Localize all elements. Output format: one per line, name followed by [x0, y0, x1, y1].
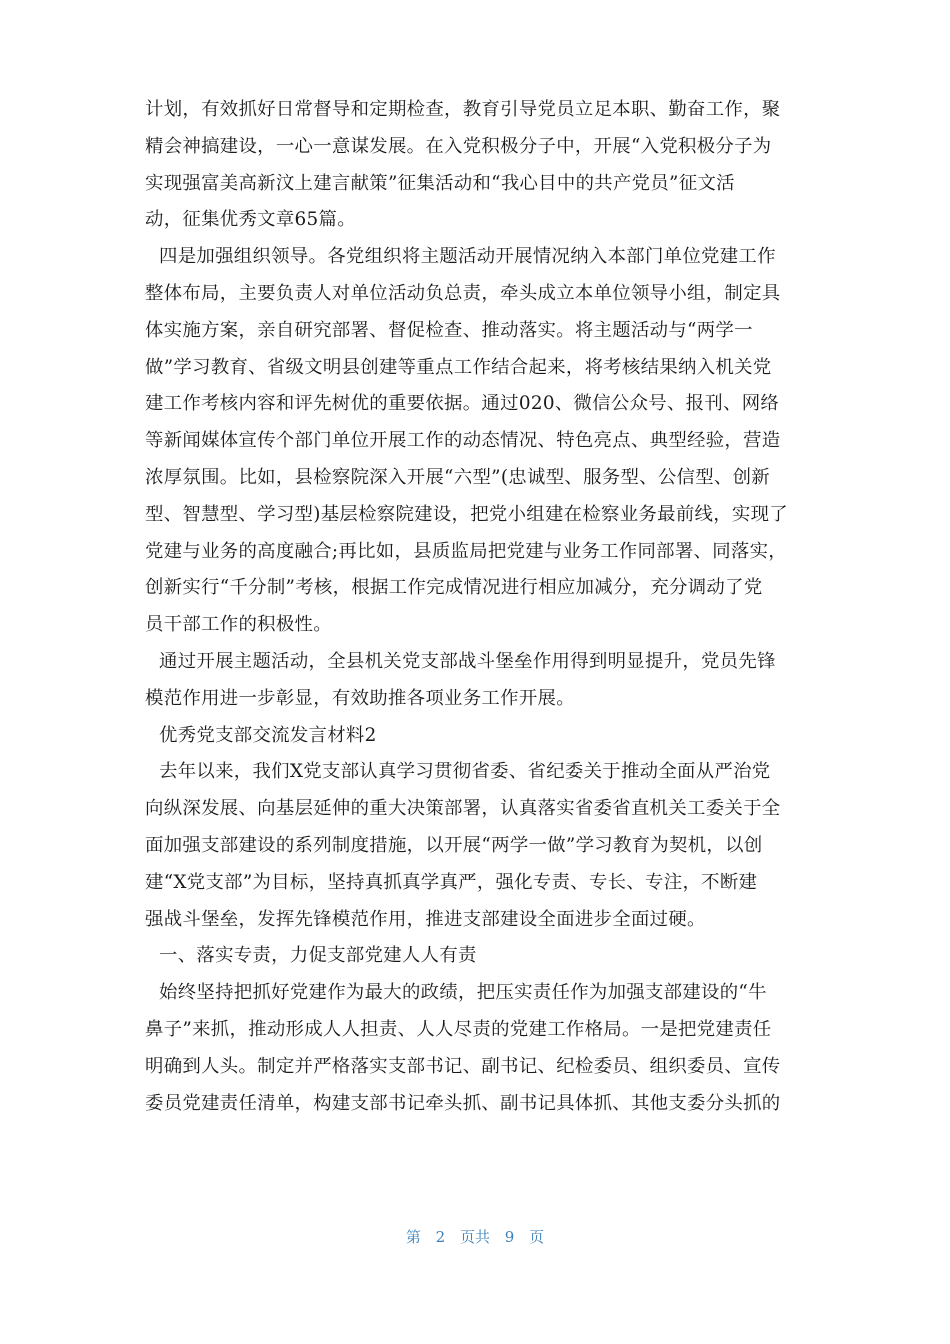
footer-page-number: 2 — [435, 1228, 446, 1246]
text-line: 员干部工作的积极性。 — [145, 614, 332, 636]
text-line: 型、智慧型、学习型)基层检察院建设，把党小组建在检察业务最前线，实现了 — [145, 503, 788, 525]
text-line: 强战斗堡垒，发挥先锋模范作用，推进支部建设全面进步全面过硬。 — [145, 908, 706, 930]
text-line: 实现强富美高新汶上建言献策”征集活动和“我心目中的共产党员”征文活 — [145, 172, 735, 194]
text-line: 模范作用进一步彰显，有效助推各项业务工作开展。 — [145, 687, 575, 709]
text-line: 建工作考核内容和评先树优的重要依据。通过020、微信公众号、报刊、网络 — [145, 393, 780, 415]
text-line: 一、落实专责，力促支部党建人人有责 — [159, 945, 477, 967]
footer-total-pages: 9 — [504, 1228, 515, 1246]
text-line: 明确到人头。制定并严格落实支部书记、副书记、纪检委员、组织委员、宣传 — [145, 1055, 781, 1077]
text-line: 去年以来，我们X党支部认真学习贯彻省委、省纪委关于推动全面从严治党 — [159, 761, 771, 783]
text-line: 等新闻媒体宣传个部门单位开展工作的动态情况、特色亮点、典型经验，营造 — [145, 430, 781, 452]
page-footer — [0, 1226, 950, 1247]
footer-suffix: 页 — [529, 1228, 545, 1246]
text-line: 优秀党支部交流发言材料2 — [159, 724, 377, 746]
document-body — [145, 92, 805, 1122]
text-line: 计划，有效抓好日常督导和定期检查，教育引导党员立足本职、勤奋工作，聚 — [145, 99, 781, 120]
text-line: 精会神搞建设，一心一意谋发展。在入党积极分子中，开展“入党积极分子为 — [145, 135, 772, 157]
text-line: 浓厚氛围。比如，县检察院深入开展“六型”(忠诚型、服务型、公信型、创新 — [145, 466, 770, 488]
footer-prefix: 第 — [405, 1228, 421, 1246]
text-line: 始终坚持把抓好党建作为最大的政绩，把压实责任作为加强支部建设的“牛 — [159, 982, 767, 1004]
text-line: 向纵深发展、向基层延伸的重大决策部署，认真落实省委省直机关工委关于全 — [145, 798, 781, 820]
text-line: 整体布局，主要负责人对单位活动负总责，牵头成立本单位领导小组，制定具 — [145, 282, 781, 304]
text-line: 体实施方案，亲自研究部署、督促检查、推动落实。将主题活动与“两学一 — [145, 319, 753, 341]
text-line: 鼻子”来抓，推动形成人人担责、人人尽责的党建工作格局。一是把党建责任 — [145, 1018, 772, 1040]
text-line: 通过开展主题活动，全县机关党支部战斗堡垒作用得到明显提升，党员先锋 — [159, 650, 776, 672]
text-line: 面加强支部建设的系列制度措施，以开展“两学一做”学习教育为契机，以创 — [145, 834, 763, 856]
text-line: 党建与业务的高度融合;再比如，县质监局把党建与业务工作同部署、同落实， — [145, 540, 787, 562]
text-line: 四是加强组织领导。各党组织将主题活动开展情况纳入本部门单位党建工作 — [159, 246, 776, 268]
footer-middle: 页共 — [459, 1228, 490, 1246]
text-line: 建“X党支部”为目标，坚持真抓真学真严，强化专责、专长、专注，不断建 — [145, 871, 758, 893]
text-line: 动，征集优秀文章65篇。 — [145, 209, 356, 231]
text-line: 创新实行“千分制”考核，根据工作完成情况进行相应加减分，充分调动了党 — [145, 577, 763, 599]
text-line: 做”学习教育、省级文明县创建等重点工作结合起来，将考核结果纳入机关党 — [145, 356, 772, 378]
text-line: 委员党建责任清单，构建支部书记牵头抓、副书记具体抓、其他支委分头抓的 — [145, 1092, 781, 1114]
